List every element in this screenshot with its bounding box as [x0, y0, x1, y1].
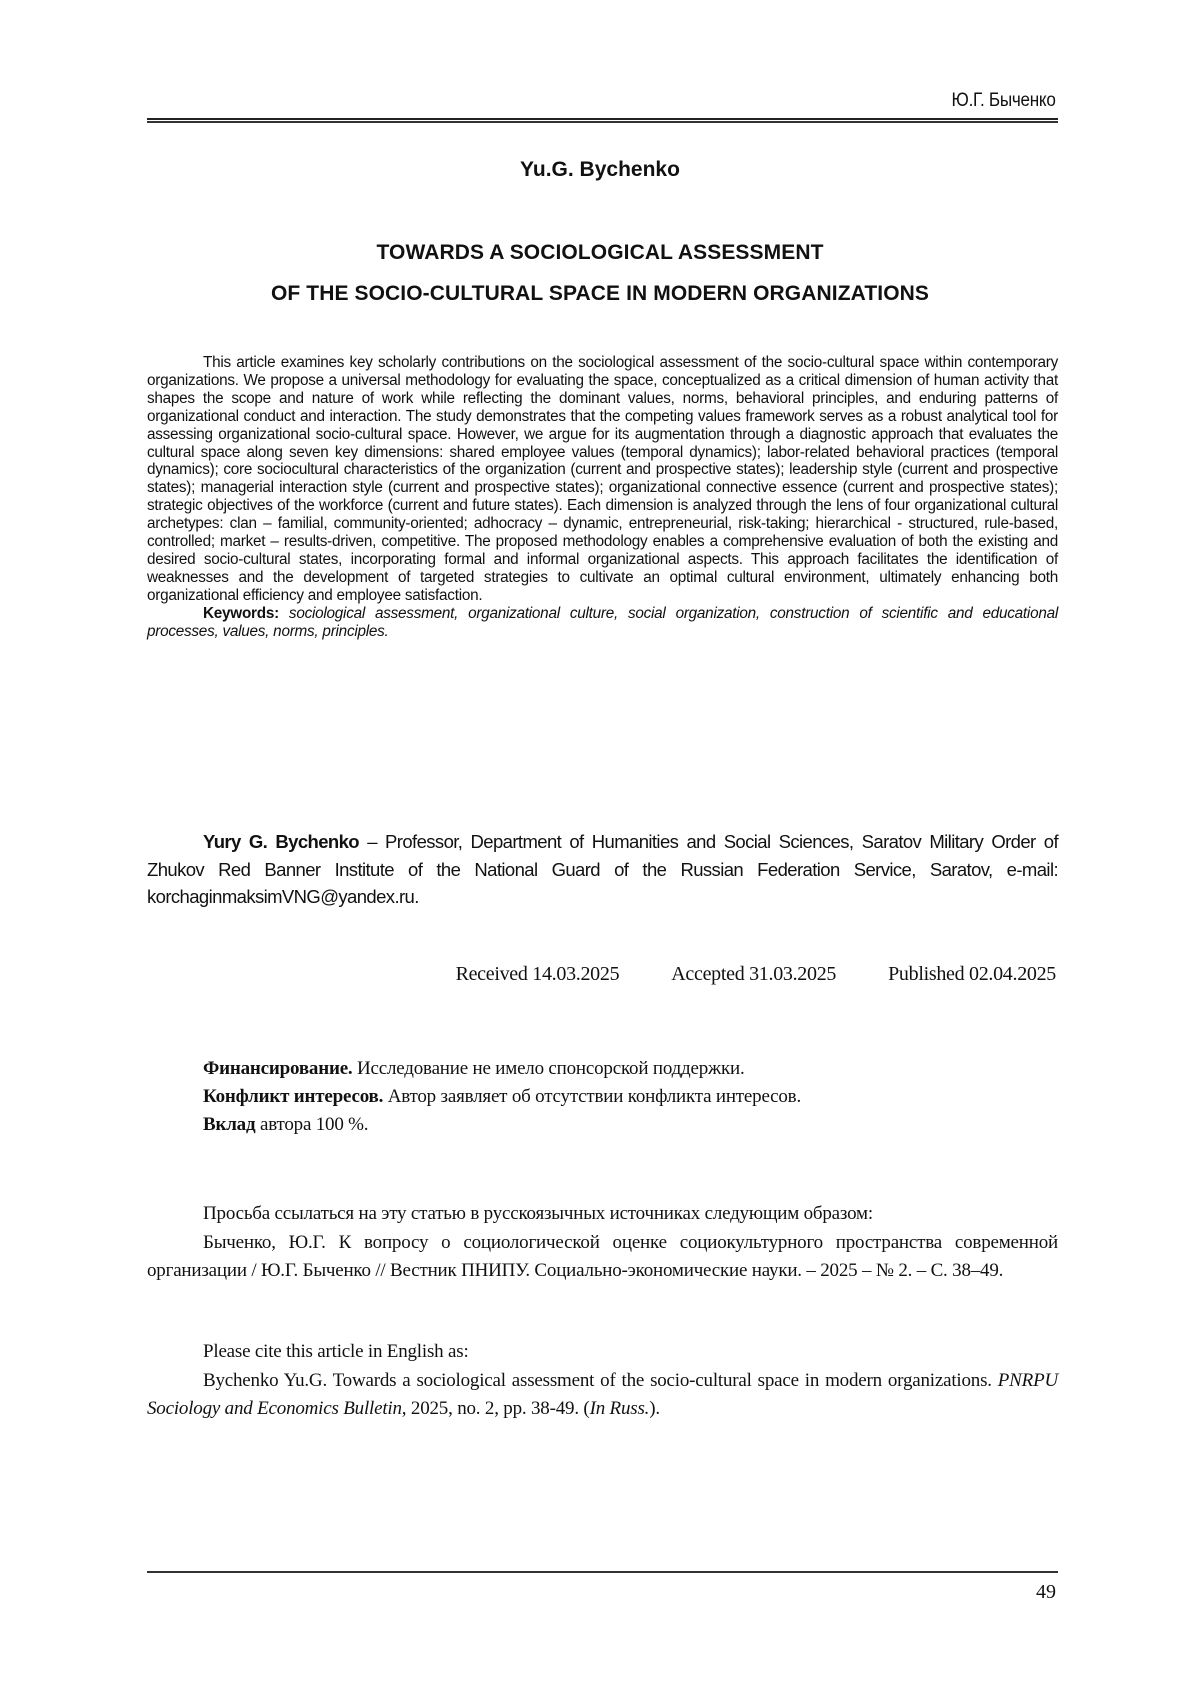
header-rule-line-2 [147, 121, 1058, 123]
citation-en-reference [147, 1367, 1058, 1424]
footer-rule [147, 1571, 1058, 1573]
conflict-text: Автор заявляет об отсутствии конфликта интересов. [383, 1086, 801, 1107]
accepted-date: Accepted 31.03.2025 [671, 963, 837, 985]
funding-statement [203, 1055, 1063, 1083]
citation-en-part1: Bychenko Yu.G. Towards a sociological assessment of the socio-cultural space in modern organizations. [203, 1369, 998, 1391]
running-head: Ю.Г. Быченко [951, 90, 1056, 111]
funding-label: Финансирование. [203, 1058, 353, 1079]
publication-dates [456, 963, 1056, 986]
received-date: Received 14.03.2025 [455, 963, 620, 985]
keywords-label: Keywords: [203, 604, 279, 622]
contribution-statement [203, 1111, 1063, 1139]
header-double-rule [147, 118, 1058, 124]
citation-ru-reference: Быченко, Ю.Г. К вопросу о социологической оценке социокультурного пространства современной организации / Ю.Г. Быченко // Вестник ПНИПУ. Социально-экономические науки. – 2025 – № 2. – С. 38–49. [147, 1231, 1058, 1281]
abstract [147, 354, 1058, 641]
conflict-label: Конфликт интересов. [203, 1086, 384, 1107]
keywords [147, 605, 1058, 641]
citation-en-journal: PNRPU Sociology and Economics Bulletin [147, 1369, 1058, 1419]
article-title [0, 232, 1200, 314]
header-rule-line-1 [147, 118, 1058, 120]
author-info-paragraph [147, 828, 1058, 911]
author-info [147, 828, 1058, 911]
citation-en-lang: In Russ. [589, 1398, 650, 1419]
citation-en-part3: ). [649, 1398, 660, 1419]
funding-text: Исследование не имело спонсорской поддержки. [352, 1058, 745, 1079]
page-number: 49 [1036, 1581, 1056, 1603]
published-date: Published 02.04.2025 [888, 963, 1056, 985]
citation-russian [147, 1200, 1058, 1286]
author-full-name: Yury G. Bychenko [203, 831, 360, 852]
contribution-text: автора 100 %. [255, 1114, 369, 1135]
article-author: Yu.G. Bychenko [520, 158, 680, 181]
declarations [203, 1055, 1063, 1139]
keywords-text: sociological assessment, organizational culture, social organization, construction of scientific and educational processes, values, norms, principles. [147, 604, 1058, 640]
citation-ru-intro: Просьба ссылаться на эту статью в русскоязычных источниках следующим образом: [203, 1203, 873, 1224]
abstract-text: This article examines key scholarly contributions on the sociological assessment of the socio-cultural space within contemporary organizations. We propose a universal methodology for evaluating the space, conceptualized as a critical dimension of human activity that shapes the scope and nature of work while reflecting the dominant values, norms, behavioral principles, and enduring patterns of organizational conduct and interaction. The study demonstrates that the competing values framework serves as a robust analytical tool for assessing organizational socio-cultural space. However, we argue for its augmentation through a diagnostic approach that evaluates the cultural space along seven key dimensions: shared employee values (temporal dynamics); labor-related behavioral practices (temporal dynamics); core sociocultural characteristics of the organization (current and prospective states); leadership style (current and prospective states); managerial interaction style (current and prospective states); organizational connective essence (current and prospective states); strategic objectives of the workforce (current and future states). Each dimension is analyzed through the lens of four organizational cultural archetypes: clan – familial, community-oriented; adhocracy – dynamic, entrepreneurial, risk-taking; hierarchical - structured, rule-based, controlled; market – results-driven, competitive. The proposed methodology enables a comprehensive evaluation of both the existing and desired socio-cultural states, incorporating formal and informal organizational aspects. This approach facilitates the identification of weaknesses and the development of targeted strategies to cultivate an optimal cultural environment, ultimately enhancing both organizational efficiency and employee satisfaction. [147, 354, 1058, 604]
conflict-statement [203, 1083, 1063, 1111]
title-line-1: TOWARDS A SOCIOLOGICAL ASSESSMENT [376, 241, 824, 264]
citation-english [147, 1338, 1058, 1424]
title-line-2: OF THE SOCIO-CULTURAL SPACE IN MODERN ORGANIZATIONS [270, 282, 930, 305]
citation-en-intro: Please cite this article in English as: [203, 1341, 469, 1362]
contribution-label: Вклад [203, 1114, 256, 1135]
citation-en-part2: , 2025, no. 2, pp. 38-49. ( [401, 1398, 590, 1419]
author-description: – Professor, Department of Humanities and Social Sciences, Saratov Military Order of Zhukov Red Banner Institute of the National Guard of the Russian Federation Service, Saratov, e-mail: korchaginmaksimVNG@yandex.ru. [147, 831, 1059, 907]
